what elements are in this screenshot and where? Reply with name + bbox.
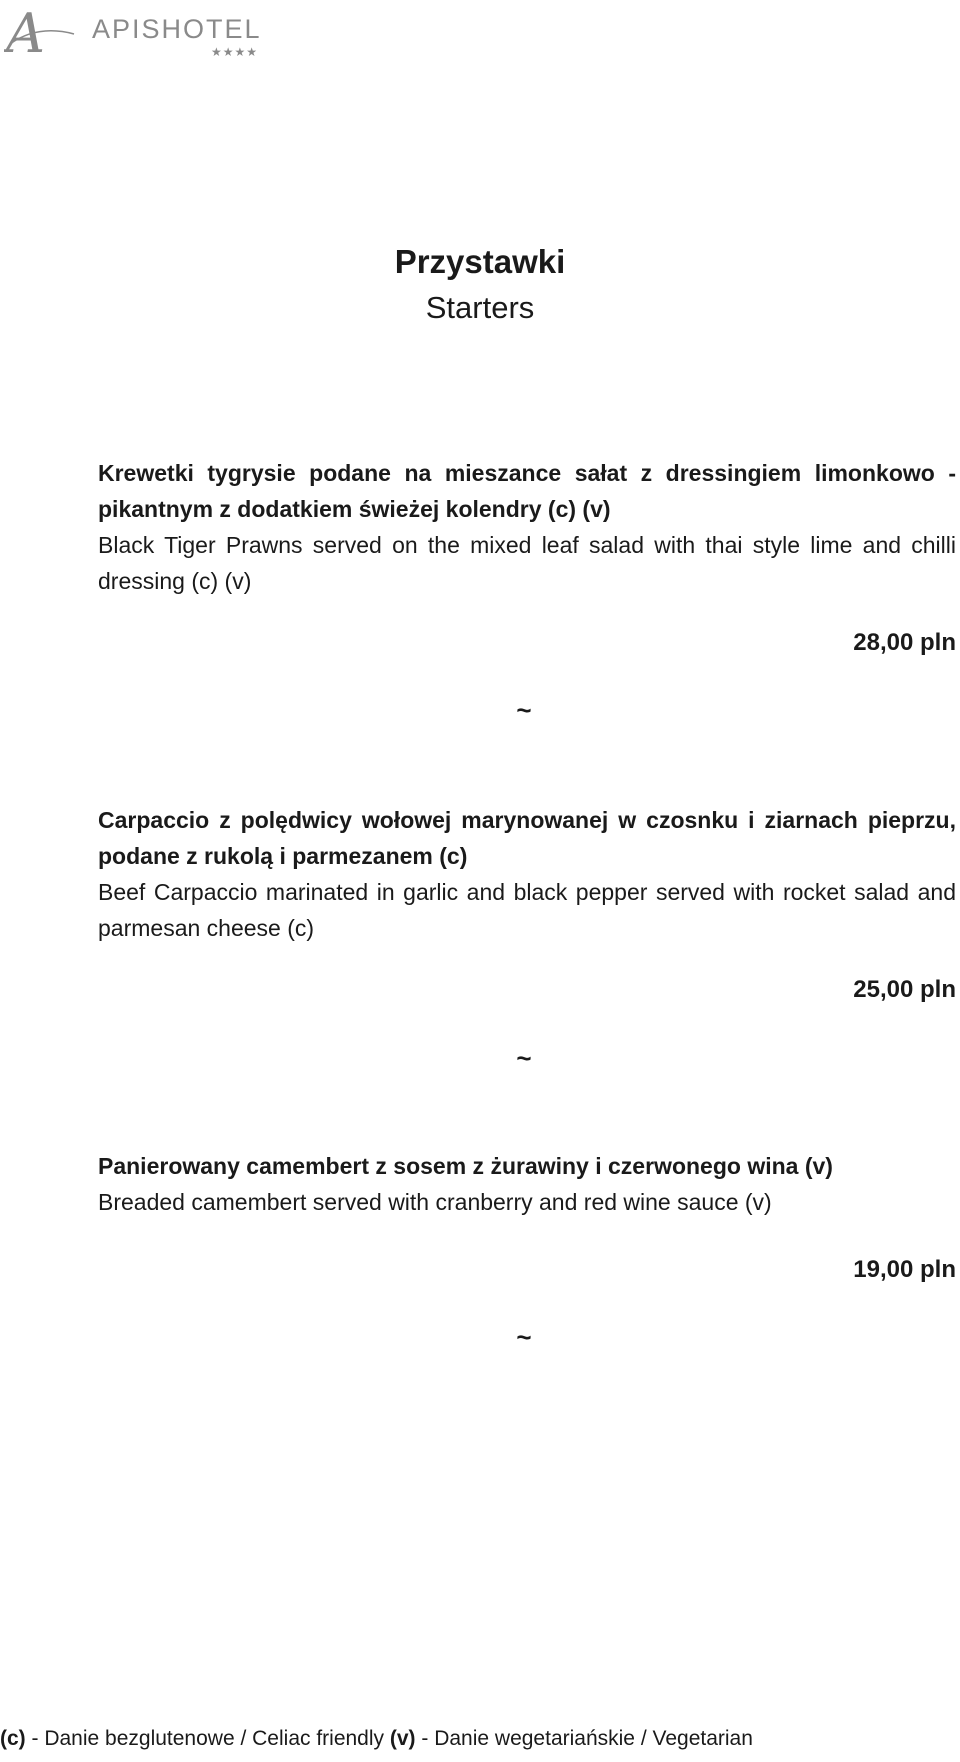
item-name-pl: Krewetki tygrysie podane na mieszance sałat z dressingiem limonkowo -pikantnym z dodatkiem świeżej kolendry (c) (v) <box>98 460 956 522</box>
item-name-en: Breaded camembert served with cranberry and red wine sauce (v) <box>98 1189 772 1215</box>
item-name-pl: Carpaccio z polędwicy wołowej marynowanej w czosnku i ziarnach pieprzu, podane z rukolą i parmezanem (c) <box>98 807 956 869</box>
item-name-pl: Panierowany camembert z sosem z żurawiny i czerwonego wina (v) <box>98 1153 833 1179</box>
logo-text: APISHOTEL <box>92 14 262 44</box>
menu-item-camembert <box>98 1148 956 1220</box>
section-title-en: Starters <box>425 290 535 325</box>
separator-tilde-1: ~ <box>516 695 532 725</box>
logo-letter: A <box>6 4 45 62</box>
item-price-prawns: 28,00 pln <box>853 629 956 656</box>
legend-text-v: - Danie wegetariańskie / Vegetarian <box>415 1727 753 1750</box>
legend-code-c: (c) <box>0 1727 26 1750</box>
menu-item-prawns <box>98 455 956 599</box>
legend-text-c: - Danie bezglutenowe / Celiac friendly <box>25 1727 390 1750</box>
item-price-camembert: 19,00 pln <box>853 1256 956 1283</box>
menu-item-carpaccio <box>98 802 956 946</box>
logo-stars: ★★★★ <box>211 45 259 59</box>
item-name-en: Beef Carpaccio marinated in garlic and black pepper served with rocket salad and parmesan cheese (c) <box>98 879 956 941</box>
hotel-logo <box>4 4 274 62</box>
dietary-legend <box>0 1724 753 1754</box>
item-name-en: Black Tiger Prawns served on the mixed leaf salad with thai style lime and chilli dressing (c) (v) <box>98 532 956 594</box>
separator-tilde-3: ~ <box>516 1322 532 1352</box>
legend-code-v: (v) <box>389 1727 416 1750</box>
section-title-pl: Przystawki <box>394 243 566 280</box>
item-price-carpaccio: 25,00 pln <box>853 976 956 1003</box>
logo-mark <box>4 4 274 62</box>
separator-tilde-2: ~ <box>516 1043 532 1073</box>
